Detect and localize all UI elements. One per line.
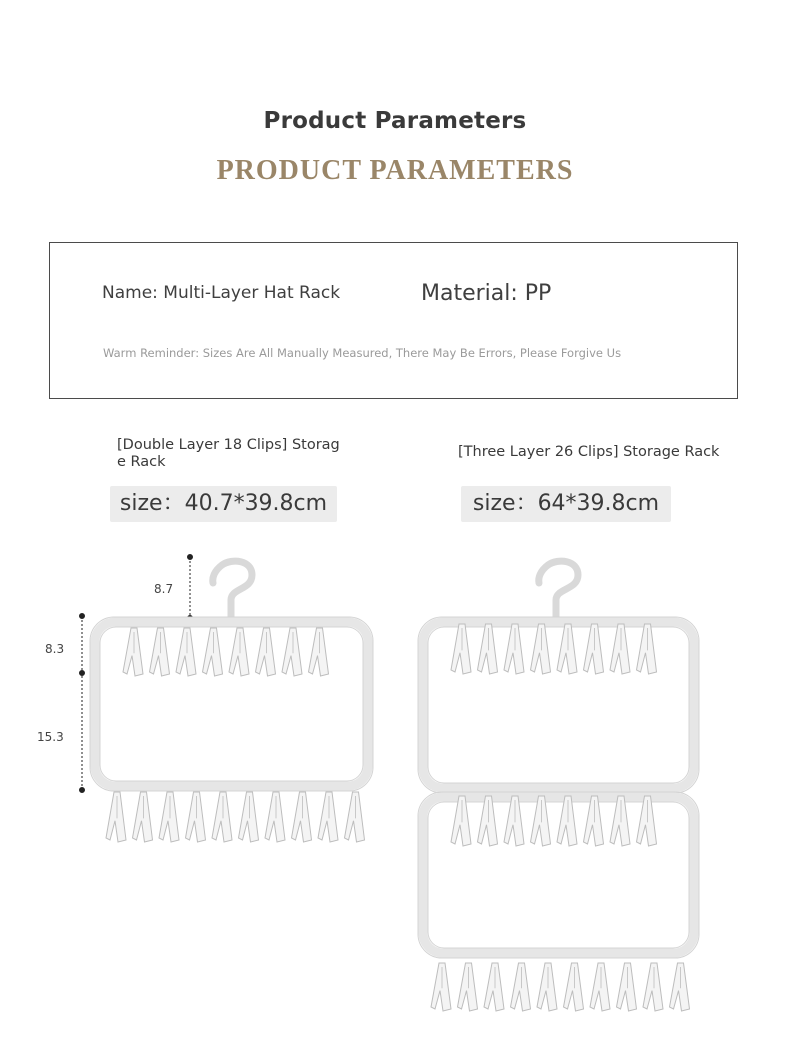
- size-badge-double: size：40.7*39.8cm: [110, 486, 337, 522]
- clip-icon: [159, 792, 179, 842]
- clips-row-2: [451, 796, 657, 846]
- product-name: Name: Multi-Layer Hat Rack: [102, 283, 341, 303]
- clip-icon: [584, 624, 604, 674]
- clip-icon: [484, 963, 504, 1011]
- clip-icon: [511, 963, 531, 1011]
- clip-icon: [584, 796, 604, 846]
- clip-icon: [431, 963, 451, 1011]
- rack-triple: [418, 561, 699, 958]
- clip-icon: [610, 796, 630, 846]
- clip-icon: [458, 963, 478, 1011]
- clip-icon: [176, 628, 196, 676]
- clip-icon: [133, 792, 153, 842]
- clip-icon: [643, 963, 663, 1011]
- clip-icon: [557, 796, 577, 846]
- clip-icon: [451, 624, 471, 674]
- clips-row-1: [451, 624, 657, 674]
- hanger-hook-icon: [213, 561, 252, 617]
- clip-icon: [637, 796, 657, 846]
- page-subtitle: PRODUCT PARAMETERS: [216, 155, 574, 186]
- clip-icon: [203, 628, 223, 676]
- clips-row-lower: [106, 792, 365, 842]
- page-title: Product Parameters: [263, 108, 527, 134]
- clip-icon: [229, 628, 249, 676]
- clip-icon: [531, 796, 551, 846]
- clip-icon: [557, 624, 577, 674]
- clip-icon: [318, 792, 338, 842]
- clip-icon: [610, 624, 630, 674]
- dim-dot: [80, 614, 85, 619]
- clip-icon: [590, 963, 610, 1011]
- product-material: Material: PP: [421, 281, 552, 306]
- clip-icon: [186, 792, 206, 842]
- clip-icon: [309, 628, 329, 676]
- clip-icon: [106, 792, 126, 842]
- clip-icon: [282, 628, 302, 676]
- clip-icon: [564, 963, 584, 1011]
- clip-icon: [212, 792, 232, 842]
- size-badge-triple: size：64*39.8cm: [461, 486, 671, 522]
- clip-icon: [617, 963, 637, 1011]
- clip-icon: [637, 624, 657, 674]
- dim-label-lower: 15.3: [37, 730, 64, 744]
- clip-icon: [265, 792, 285, 842]
- dim-label-upper: 8.3: [45, 642, 65, 656]
- clip-icon: [256, 628, 276, 676]
- dim-label-hook: 8.7: [154, 582, 174, 596]
- clip-icon: [239, 792, 259, 842]
- clip-icon: [537, 963, 557, 1011]
- dim-dot: [80, 671, 85, 676]
- clip-icon: [670, 963, 690, 1011]
- dim-dot: [80, 788, 85, 793]
- product-title-double-line1: [Double Layer 18 Clips] Storag: [117, 437, 340, 453]
- clip-icon: [292, 792, 312, 842]
- clip-icon: [504, 796, 524, 846]
- product-title-double-line2: e Rack: [117, 454, 166, 470]
- clip-icon: [123, 628, 143, 676]
- clip-icon: [478, 624, 498, 674]
- warm-reminder: Warm Reminder: Sizes Are All Manually Measured, There May Be Errors, Please Forgive Us: [103, 346, 622, 360]
- clip-icon: [478, 796, 498, 846]
- rack-double: [90, 561, 373, 791]
- clip-icon: [504, 624, 524, 674]
- clip-icon: [150, 628, 170, 676]
- clips-row-upper: [123, 628, 329, 676]
- hanger-hook-icon: [539, 561, 578, 617]
- clip-icon: [531, 624, 551, 674]
- clip-icon: [451, 796, 471, 846]
- clips-row-3: [431, 963, 690, 1011]
- product-title-triple: [Three Layer 26 Clips] Storage Rack: [458, 444, 720, 460]
- dim-dot: [188, 555, 193, 560]
- clip-icon: [345, 792, 365, 842]
